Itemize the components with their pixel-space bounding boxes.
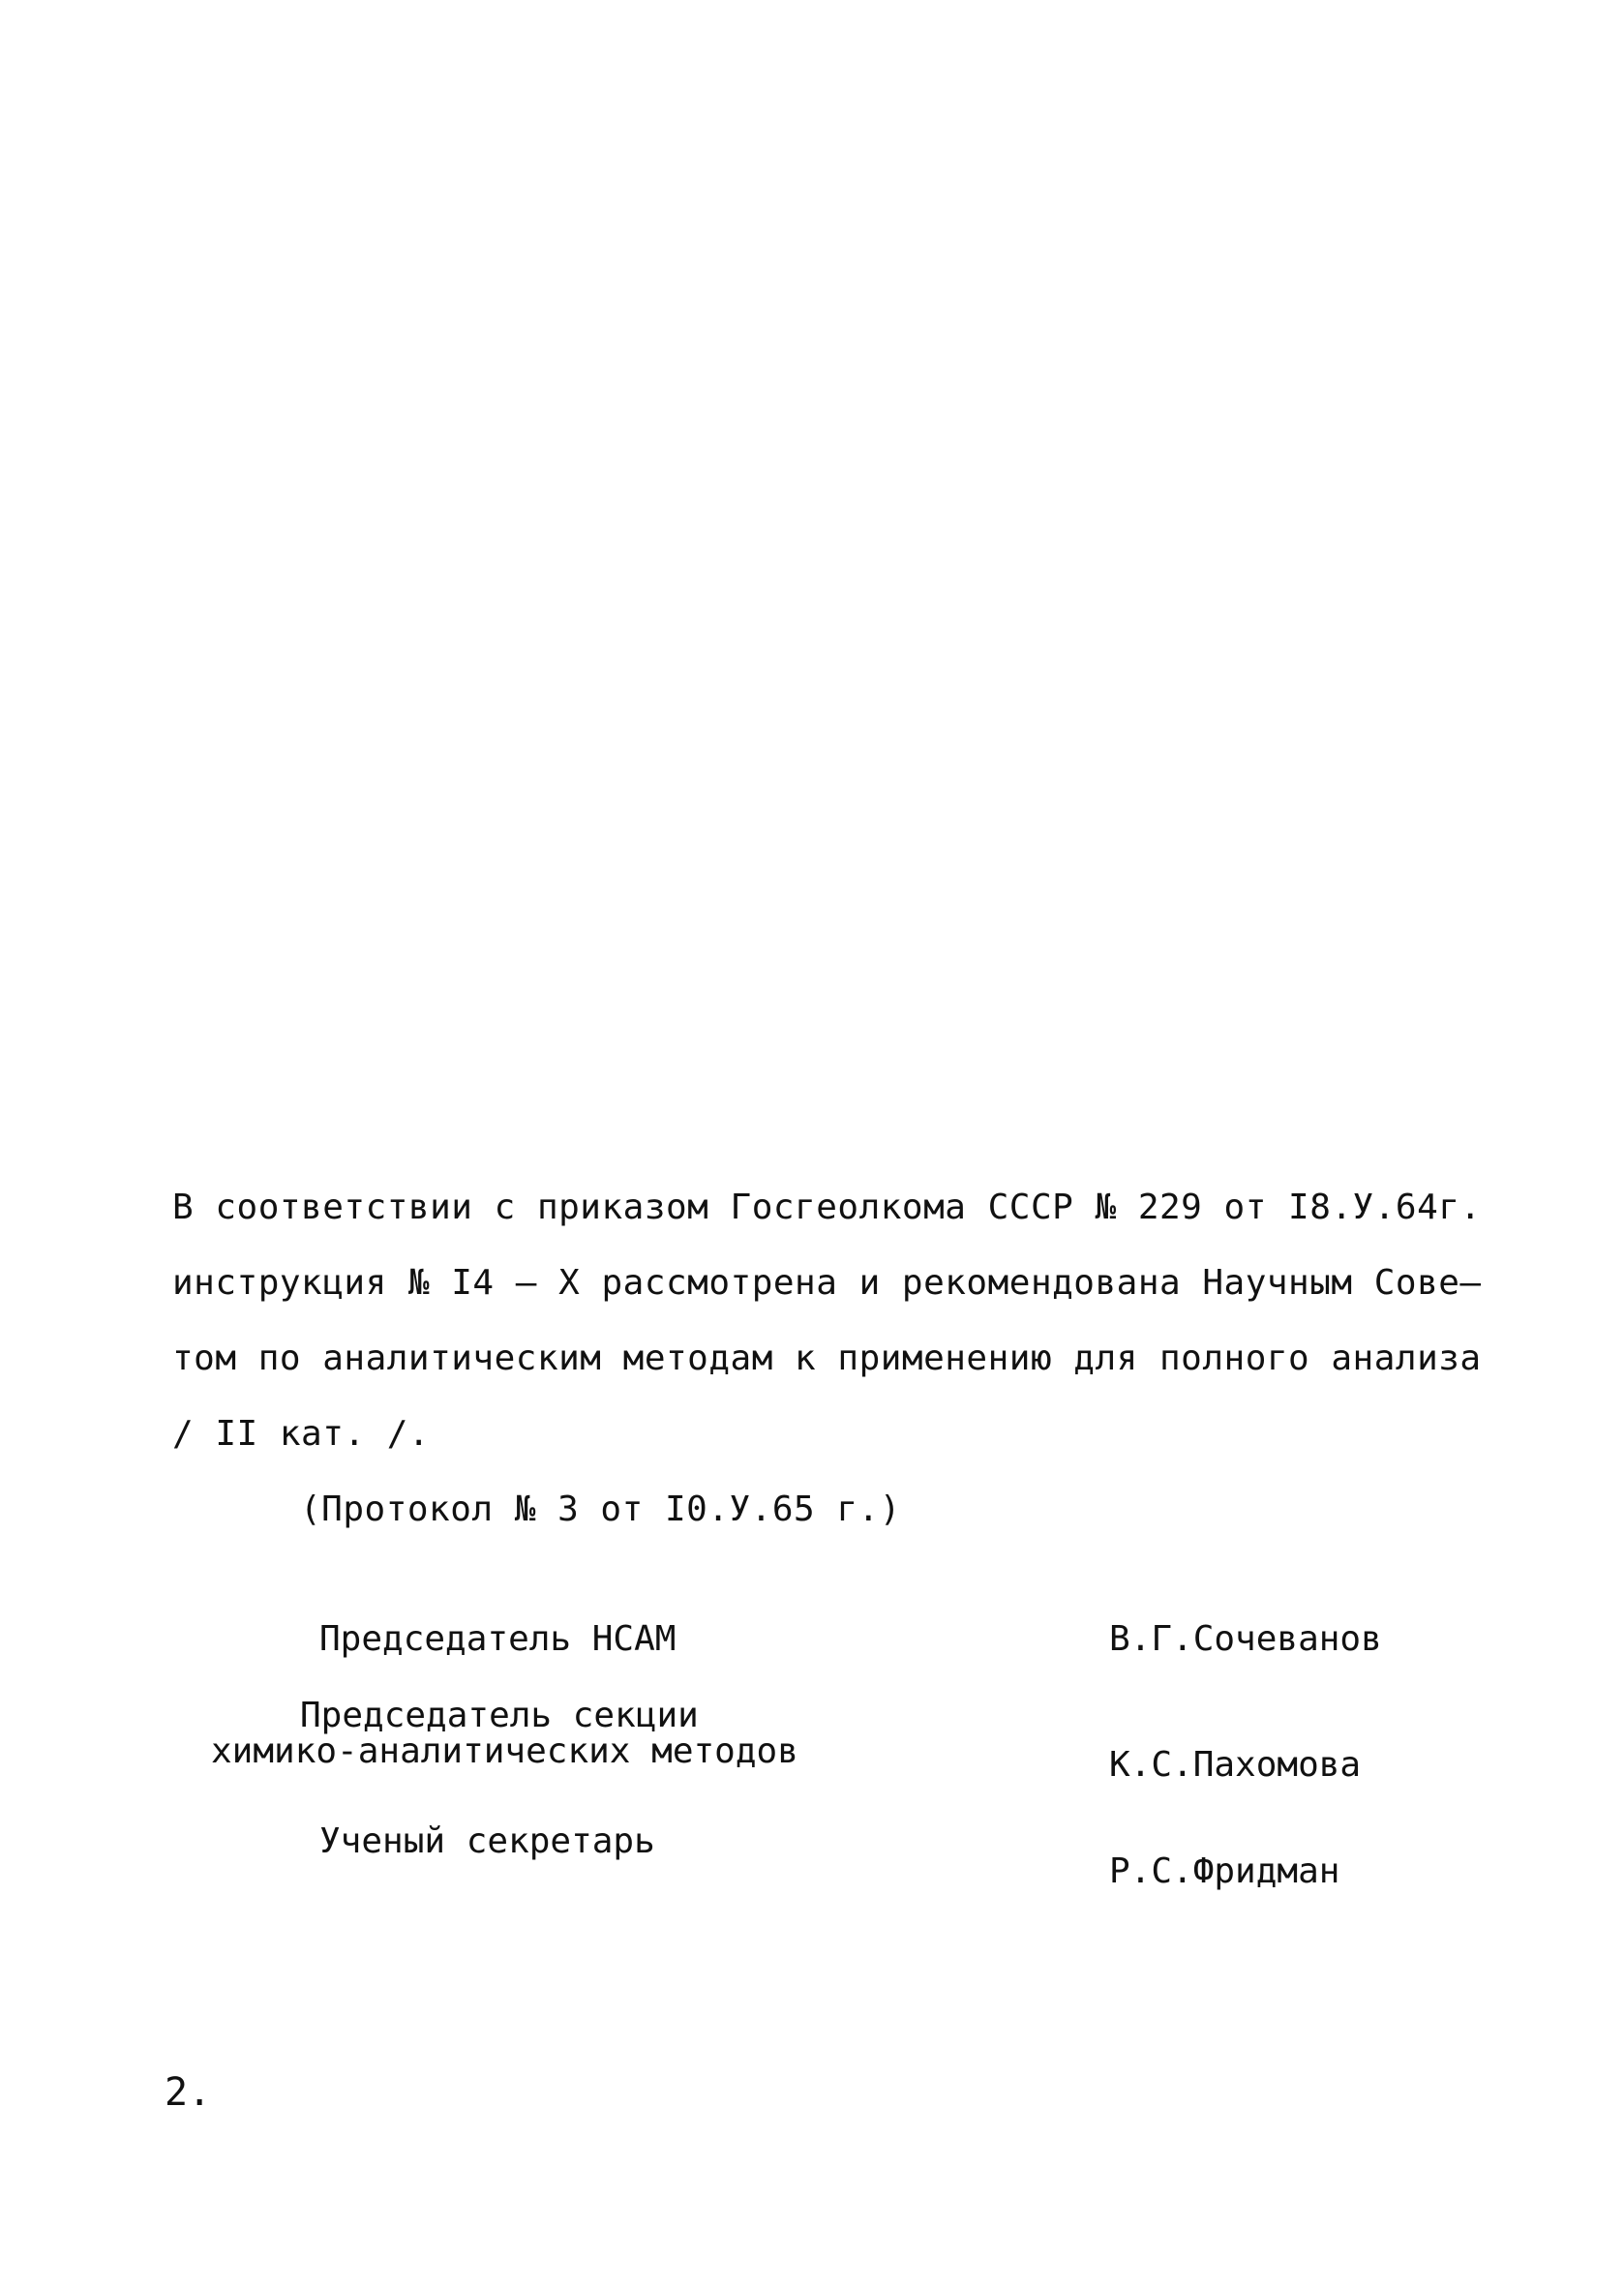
page-number: 2. [165,2070,212,2115]
signatory-name-1: В.Г.Сочеванов [1109,1619,1382,1659]
paragraph-line-2: инструкция № I4 – Х рассмотрена и рекомендована Научным Сове– [172,1263,1482,1303]
role-section-chairman-line1: Председатель секции [300,1696,699,1735]
role-scientific-secretary: Ученый секретарь [319,1821,655,1861]
role-section-chairman-line2: химико-аналитических методов [211,1731,798,1771]
signatory-name-2: К.С.Пахомова [1109,1745,1362,1785]
signatory-name-3: Р.С.Фридман [1109,1851,1340,1891]
paragraph-line-1: В соответствии с приказом Госгеолкома СССР № 229 от I8.У.64г. [172,1188,1482,1227]
protocol-reference: (Протокол № 3 от I0.У.65 г.) [300,1490,901,1529]
paragraph-line-4: / II кат. /. [172,1414,431,1454]
paragraph-line-3: том по аналитическим методам к применению для полного анализа [172,1339,1482,1378]
role-chairman-nsam: Председатель НСАМ [319,1619,677,1659]
